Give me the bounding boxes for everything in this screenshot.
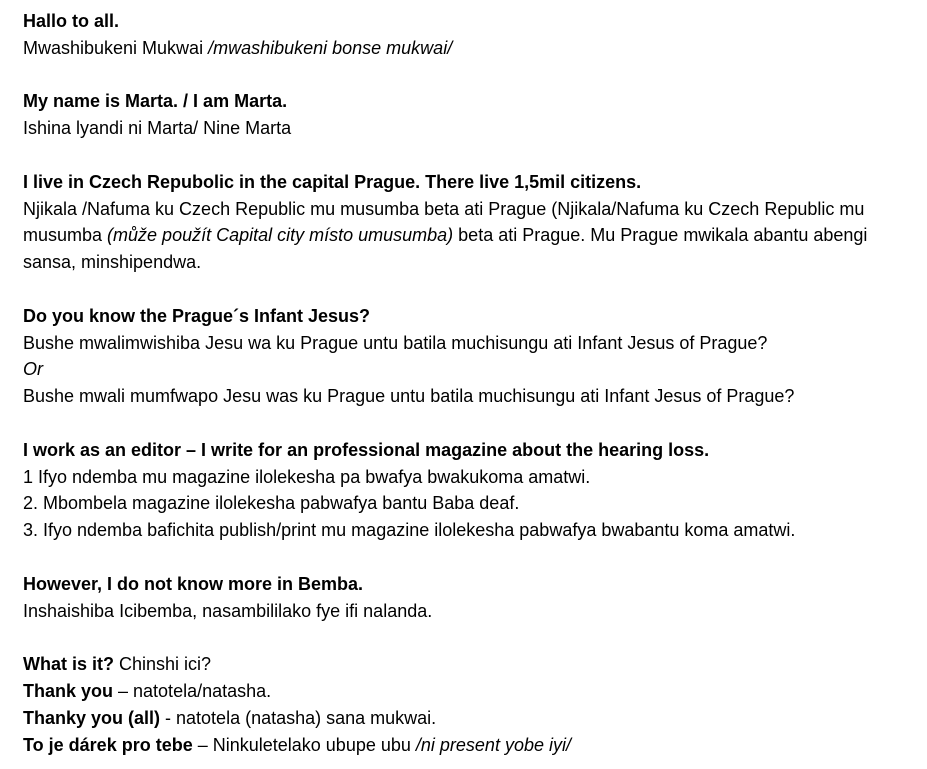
translation-text: Bushe mwali mumfwapo Jesu was ku Prague untu batila muchisungu ati Infant Jesus of Prague? — [23, 386, 795, 407]
paragraph-gap — [23, 62, 919, 89]
translation-text: Njikala /Nafuma ku Czech Republic mu musumba beta ati Prague (Njikala/Nafuma ku Czech Republic mu musumba — [23, 198, 865, 246]
bemba-translation — [23, 330, 919, 410]
phrase-source: What is it? — [23, 654, 114, 675]
phrase-translation: Chinshi ici? — [114, 654, 212, 675]
phrase-italic-note: /ni present yobe iyi/ — [415, 734, 571, 755]
english-sentence: However, I do not know more in Bemba. — [23, 573, 364, 594]
phrase-translation: - natotela (natasha) sana mukwai. — [160, 707, 437, 728]
phrase-source: To je dárek pro tebe — [23, 734, 193, 755]
paragraph-gap — [23, 624, 919, 651]
paragraph-gap — [23, 410, 919, 437]
phrase-source: Thank you — [23, 680, 114, 701]
paragraph-block — [23, 303, 919, 437]
phrase-line — [23, 705, 919, 732]
bemba-translation — [23, 196, 919, 276]
english-sentence: Do you know the Prague´s Infant Jesus? — [23, 305, 371, 326]
translation-text: beta ati Prague. Mu Prague mwikala abantu abengi sansa, minshipendwa. — [23, 225, 868, 273]
translation-text: Mwashibukeni Mukwai — [23, 37, 209, 58]
paragraph-gap — [23, 544, 919, 571]
italic-note: Or — [23, 359, 43, 380]
phrase-line — [23, 732, 919, 759]
phrase-translation: – natotela/natasha. — [113, 680, 272, 701]
paragraph-block — [23, 437, 919, 571]
phrase-list — [23, 651, 919, 758]
translation-text: 3. Ifyo ndemba bafichita publish/print mu magazine ilolekesha pabwafya bwabantu koma amatwi. — [23, 520, 796, 541]
paragraph-block — [23, 571, 919, 651]
english-sentence: I work as an editor – I write for an professional magazine about the hearing loss. — [23, 439, 710, 460]
paragraph-gap — [23, 142, 919, 169]
bemba-translation — [23, 598, 919, 625]
translation-text: 1 Ifyo ndemba mu magazine ilolekesha pa bwafya bwakukoma amatwi. — [23, 466, 591, 487]
italic-note: /mwashibukeni bonse mukwai/ — [208, 37, 453, 58]
english-sentence: I live in Czech Repubolic in the capital Prague. There live 1,5mil citizens. — [23, 171, 642, 192]
bemba-translation — [23, 35, 919, 62]
paragraph-block — [23, 169, 919, 303]
english-sentence: Hallo to all. — [23, 11, 120, 31]
italic-note: (může použít Capital city místo umusumba) — [107, 225, 454, 246]
paragraph-gap — [23, 276, 919, 303]
document-body[interactable] — [23, 8, 919, 758]
phrase-source: Thanky you (all) — [23, 707, 161, 728]
phrase-translation: – Ninkuletelako ubupe ubu — [192, 734, 416, 755]
translation-text: Ishina lyandi ni Marta/ Nine Marta — [23, 118, 292, 139]
paragraph-block — [23, 88, 919, 168]
phrase-line — [23, 678, 919, 705]
translation-text: Bushe mwalimwishiba Jesu wa ku Prague untu batila muchisungu ati Infant Jesus of Prague? — [23, 332, 768, 353]
bemba-translation — [23, 464, 919, 544]
bemba-translation — [23, 115, 919, 142]
translation-text: 2. Mbombela magazine ilolekesha pabwafya bantu Baba deaf. — [23, 493, 520, 514]
translation-paragraphs — [23, 8, 919, 651]
paragraph-block — [23, 8, 919, 88]
english-sentence: My name is Marta. / I am Marta. — [23, 91, 288, 112]
translation-text: Inshaishiba Icibemba, nasambililako fye ifi nalanda. — [23, 600, 433, 621]
phrase-line — [23, 651, 919, 678]
